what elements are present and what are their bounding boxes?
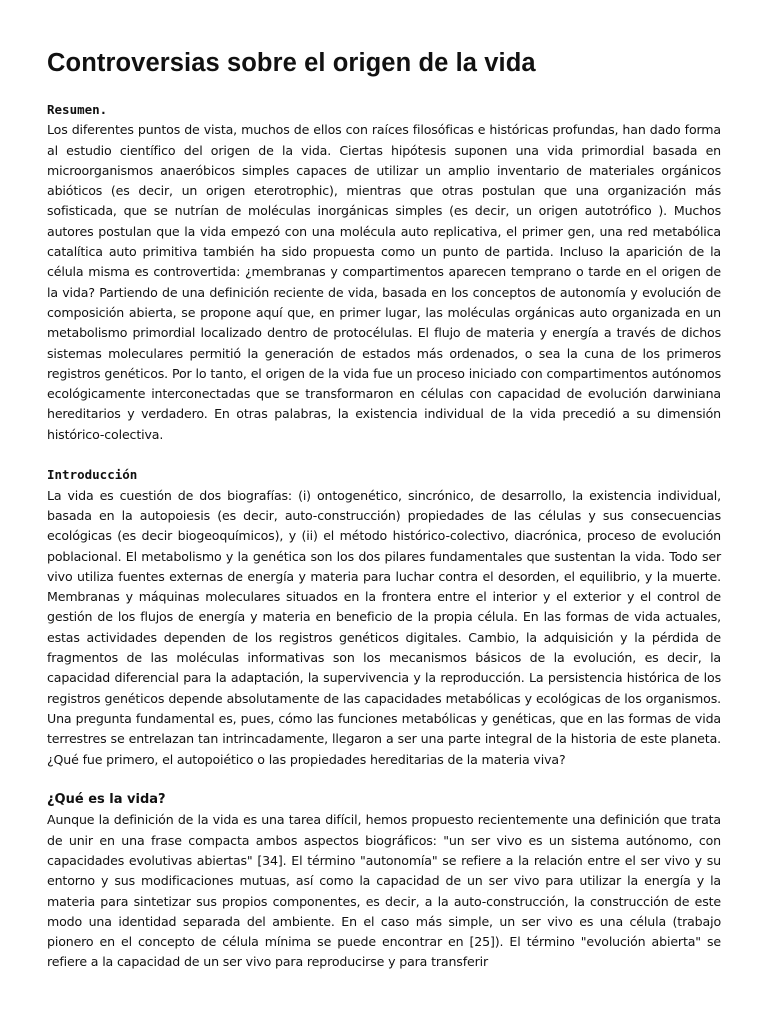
section-paragraph: La vida es cuestión de dos biografías: (i) ontogenético, sincrónico, de desarrollo, la existencia individual, basada en la autopoiesis (es decir, auto-construcción) propiedades de las células y sus consecuencias ecológicas (es decir biogeoquímicos), y (ii) el método histórico-colectivo, diacrónica, proceso de evolución poblacional. El metabolismo y la genética son los dos pilares fundamentales que sustentan la vida. Todo ser vivo utiliza fuentes externas de energía y materia para luchar contra el desorden, el equilibrio, y la muerte. Membranas y máquinas moleculares situados en la frontera entre el interior y el exterior y el control de gestión de los flujos de energía y materia en beneficio de la propia célula. En las formas de vida actuales, estas actividades dependen de los registros genéticos digitales. Cambio, la adquisición y la pérdida de fragmentos de las moléculas informativas son los mecanismos básicos de la evolución, es decir, la capacidad diferencial para la adaptación, la supervivencia y la reproducción. La persistencia histórica de los registros genéticos depende absolutamente de las capacidades metabólicas y ecológicas de los organismos. Una pregunta fundamental es, pues, cómo las funciones metabólicas y genéticas, que en las formas de vida terrestres se entrelazan tan intrincadamente, llegaron a ser una parte integral de la historia de este planeta. ¿Qué fue primero, el autopoiético o las propiedades hereditarias de la materia viva?	[47, 487, 721, 767]
section-que-es-la-vida	[47, 790, 721, 973]
section-heading: ¿Qué es la vida?	[47, 792, 166, 808]
section-heading: Introducción	[47, 467, 138, 483]
document-page	[47, 46, 721, 993]
section-paragraph: Aunque la definición de la vida es una tarea difícil, hemos propuesto recientemente una definición que trata de unir en una frase compacta ambos aspectos biográficos: "un ser vivo es un sistema autónomo, con capacidades evolutivas abiertas" [34]. El término "autonomía" se refiere a la relación entre el ser vivo y su entorno y sus modificaciones mutuas, así como la capacidad de un ser vivo para utilizar la energía y la materia para sintetizar sus propios componentes, es decir, a la auto-construcción, la construcción de este modo una identidad separada del ambiente. En el caso más simple, un ser vivo es una célula (trabajo pionero en el concepto de célula mínima se puede encontrar en [25]). El término "evolución abierta" se refiere a la capacidad de un ser vivo para reproducirse y para transferir	[47, 812, 721, 970]
page-title: Controversias sobre el origen de la vida	[47, 49, 536, 77]
section-resumen	[47, 100, 721, 445]
section-heading: Resumen.	[47, 102, 108, 117]
section-paragraph: Los diferentes puntos de vista, muchos de ellos con raíces filosóficas e históricas profundas, han dado forma al estudio científico del origen de la vida. Ciertas hipótesis suponen una vida primordial basada en microorganismos anaeróbicos simples capaces de utilizar un amplio inventario de materiales orgánicos abióticos (es decir, un origen eterotrophic), mientras que otras postulan que una organización más sofisticada, que se nutrían de moléculas inorgánicas simples (es decir, un origen autotrófico ). Muchos autores postulan que la vida empezó con una molécula auto replicativa, el primer gen, una red metabólica catalítica auto primitiva también ha sido propuesta como un punto de partida. Incluso la aparición de la célula misma es controvertida: ¿membranas y compartimentos aparecen temprano o tarde en el origen de la vida? Partiendo de una definición reciente de vida, basada en los conceptos de autonomía y evolución de composición abierta, se propone aquí que, en primer lugar, las moléculas orgánicas auto organizada en un metabolismo primordial localizado dentro de protocélulas. El flujo de materia y energía a través de dichos sistemas moleculares permitió la generación de estados más ordenados, o sea la cuna de los primeros registros genéticos. Por lo tanto, el origen de la vida fue un proceso iniciado con compartimentos autónomos ecológicamente interconectadas que se transformaron en células con capacidad de evolución darwiniana hereditarios y verdadero. En otras palabras, la existencia individual de la vida precedió a su dimensión histórico-colectiva.	[47, 122, 721, 442]
section-introduccion	[47, 465, 721, 769]
